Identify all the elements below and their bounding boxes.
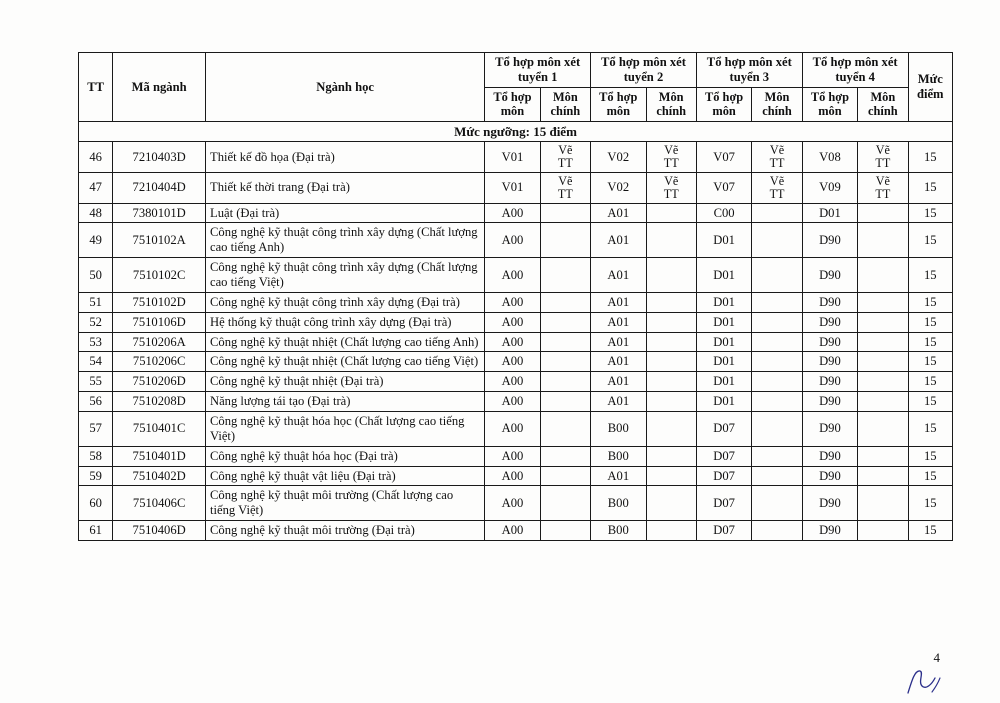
row-subject-group-4: V08 [802,142,857,173]
row-subject-group-2: V02 [591,172,646,203]
row-main-subject-1 [540,446,590,466]
row-main-subject-4 [858,446,908,466]
row-main-subject-3 [752,521,802,541]
row-major-name: Công nghệ kỹ thuật hóa học (Chất lượng cao tiếng Việt) [206,412,485,447]
row-subject-group-1: A00 [485,412,540,447]
row-major-code: 7510206D [113,372,206,392]
table-row [79,352,953,372]
row-major-name: Công nghệ kỹ thuật nhiệt (Chất lượng cao tiếng Anh) [206,332,485,352]
row-subject-group-4: D90 [802,332,857,352]
row-index: 59 [79,466,113,486]
row-subject-group-4: D90 [802,292,857,312]
main-subject-line-1: Vẽ [769,143,785,158]
row-subject-group-1: A00 [485,203,540,223]
row-subject-group-3: C00 [696,203,751,223]
row-subject-group-1: A00 [485,292,540,312]
row-index: 54 [79,352,113,372]
row-main-subject-3 [752,172,802,203]
row-index: 55 [79,372,113,392]
row-subject-group-1: A00 [485,223,540,258]
row-subject-group-4: D01 [802,203,857,223]
header-group-2: Tổ hợp môn xét tuyển 2 [591,53,697,88]
row-main-subject-4 [858,312,908,332]
row-subject-group-4: V09 [802,172,857,203]
row-subject-group-4: D90 [802,372,857,392]
row-major-name: Năng lượng tái tạo (Đại trà) [206,392,485,412]
row-subject-group-4: D90 [802,466,857,486]
row-major-code: 7510208D [113,392,206,412]
row-score: 15 [908,292,952,312]
page-number: 4 [933,650,940,665]
row-major-name: Công nghệ kỹ thuật công trình xây dựng (Chất lượng cao tiếng Việt) [206,258,485,293]
row-score: 15 [908,258,952,293]
row-main-subject-2 [646,521,696,541]
row-score: 15 [908,332,952,352]
row-main-subject-2 [646,312,696,332]
row-main-subject-4 [858,352,908,372]
row-score: 15 [908,412,952,447]
row-major-code: 7510102C [113,258,206,293]
row-major-code: 7510206C [113,352,206,372]
row-subject-group-3: D01 [696,392,751,412]
header-tt: TT [79,53,113,122]
row-main-subject-4 [858,142,908,173]
row-index: 61 [79,521,113,541]
row-subject-group-4: D90 [802,521,857,541]
row-index: 48 [79,203,113,223]
table-body [79,121,953,540]
row-subject-group-3: D01 [696,352,751,372]
row-major-name: Công nghệ kỹ thuật nhiệt (Chất lượng cao tiếng Việt) [206,352,485,372]
row-subject-group-3: D07 [696,466,751,486]
row-main-subject-2 [646,392,696,412]
row-main-subject-3 [752,352,802,372]
row-major-name: Thiết kế đồ họa (Đại trà) [206,142,485,173]
row-main-subject-4 [858,521,908,541]
row-main-subject-4 [858,486,908,521]
row-subject-group-1: A00 [485,521,540,541]
row-subject-group-3: D07 [696,446,751,466]
score-band-row [79,121,953,141]
row-main-subject-2 [646,446,696,466]
row-main-subject-2 [646,412,696,447]
row-subject-group-4: D90 [802,486,857,521]
main-subject-line-2: TT [557,186,573,201]
row-subject-group-2: A01 [591,312,646,332]
row-subject-group-4: D90 [802,312,857,332]
row-major-name: Công nghệ kỹ thuật công trình xây dựng (Đại trà) [206,292,485,312]
main-subject-line-2: TT [769,186,785,201]
row-main-subject-2 [646,258,696,293]
row-subject-group-4: D90 [802,223,857,258]
table-row [79,372,953,392]
row-major-name: Công nghệ kỹ thuật nhiệt (Đại trà) [206,372,485,392]
main-subject-line-1: Vẽ [664,143,679,158]
row-subject-group-2: A01 [591,223,646,258]
row-subject-group-3: D01 [696,258,751,293]
row-main-subject-2 [646,372,696,392]
row-major-code: 7510102D [113,292,206,312]
row-major-code: 7510102A [113,223,206,258]
row-subject-group-3: D01 [696,332,751,352]
header-group-1: Tổ hợp môn xét tuyển 1 [485,53,591,88]
row-major-name: Công nghệ kỹ thuật môi trường (Đại trà) [206,521,485,541]
row-subject-group-3: D07 [696,412,751,447]
row-major-name: Công nghệ kỹ thuật hóa học (Đại trà) [206,446,485,466]
main-subject-line-2: TT [875,156,891,171]
row-main-subject-3 [752,372,802,392]
table-row [79,142,953,173]
row-major-code: 7510406C [113,486,206,521]
admission-table-wrapper [78,52,953,541]
table-row [79,332,953,352]
table-row [79,203,953,223]
row-main-subject-2 [646,486,696,521]
row-major-code: 7510401D [113,446,206,466]
row-subject-group-2: A01 [591,392,646,412]
main-subject-line-2: TT [663,186,679,201]
header-sub-main-3: Môn chính [752,87,802,121]
row-subject-group-1: A00 [485,312,540,332]
row-subject-group-3: V07 [696,172,751,203]
row-subject-group-2: A01 [591,203,646,223]
main-subject-line-2: TT [557,156,573,171]
row-main-subject-1 [540,258,590,293]
row-main-subject-3 [752,312,802,332]
row-subject-group-1: A00 [485,258,540,293]
table-row [79,486,953,521]
row-main-subject-4 [858,332,908,352]
header-major-code: Mã ngành [113,53,206,122]
row-subject-group-2: A01 [591,372,646,392]
row-score: 15 [908,486,952,521]
row-score: 15 [908,446,952,466]
row-subject-group-1: V01 [485,172,540,203]
row-subject-group-1: A00 [485,392,540,412]
header-sub-group-4: Tổ hợp môn [802,87,857,121]
row-main-subject-1 [540,392,590,412]
row-subject-group-1: A00 [485,352,540,372]
row-major-code: 7510401C [113,412,206,447]
row-main-subject-2 [646,466,696,486]
row-major-name: Hệ thống kỹ thuật công trình xây dựng (Đại trà) [206,312,485,332]
row-main-subject-1 [540,223,590,258]
row-main-subject-1 [540,292,590,312]
row-score: 15 [908,352,952,372]
row-subject-group-2: V02 [591,142,646,173]
row-index: 49 [79,223,113,258]
main-subject-line-1: Vẽ [875,173,890,188]
row-main-subject-4 [858,203,908,223]
row-main-subject-4 [858,258,908,293]
main-subject-line-1: Vẽ [769,173,785,188]
row-index: 56 [79,392,113,412]
row-major-name: Luật (Đại trà) [206,203,485,223]
row-main-subject-3 [752,258,802,293]
row-subject-group-4: D90 [802,392,857,412]
table-row [79,412,953,447]
score-band-label: Mức ngưỡng: 15 điểm [79,121,953,141]
table-row [79,292,953,312]
row-subject-group-4: D90 [802,412,857,447]
header-sub-main-1: Môn chính [540,87,590,121]
header-sub-main-2: Môn chính [646,87,696,121]
row-index: 46 [79,142,113,173]
table-row [79,521,953,541]
row-main-subject-3 [752,332,802,352]
row-main-subject-3 [752,292,802,312]
row-main-subject-2 [646,352,696,372]
table-row [79,466,953,486]
row-main-subject-4 [858,292,908,312]
row-major-code: 7510106D [113,312,206,332]
row-score: 15 [908,466,952,486]
row-index: 51 [79,292,113,312]
row-main-subject-4 [858,223,908,258]
row-main-subject-4 [858,372,908,392]
row-major-code: 7210404D [113,172,206,203]
row-subject-group-3: D01 [696,223,751,258]
row-score: 15 [908,172,952,203]
row-score: 15 [908,392,952,412]
row-main-subject-1 [540,203,590,223]
header-group-3: Tổ hợp môn xét tuyển 3 [696,53,802,88]
header-group-4: Tổ hợp môn xét tuyển 4 [802,53,908,88]
row-score: 15 [908,223,952,258]
row-main-subject-1 [540,142,590,173]
row-subject-group-2: A01 [591,332,646,352]
row-main-subject-1 [540,412,590,447]
row-subject-group-2: B00 [591,486,646,521]
handwritten-signature [902,666,948,696]
table-row [79,172,953,203]
row-subject-group-4: D90 [802,352,857,372]
row-subject-group-1: A00 [485,466,540,486]
row-subject-group-1: A00 [485,446,540,466]
row-subject-group-3: D01 [696,312,751,332]
row-subject-group-2: A01 [591,292,646,312]
row-subject-group-1: A00 [485,332,540,352]
row-index: 53 [79,332,113,352]
row-subject-group-2: B00 [591,521,646,541]
main-subject-line-2: TT [663,156,679,171]
row-main-subject-3 [752,203,802,223]
row-main-subject-3 [752,466,802,486]
row-score: 15 [908,372,952,392]
main-subject-line-1: Vẽ [875,143,890,158]
row-main-subject-1 [540,172,590,203]
row-index: 60 [79,486,113,521]
row-major-code: 7510206A [113,332,206,352]
row-index: 52 [79,312,113,332]
row-score: 15 [908,142,952,173]
row-main-subject-1 [540,372,590,392]
row-main-subject-4 [858,466,908,486]
row-index: 50 [79,258,113,293]
row-subject-group-3: D01 [696,372,751,392]
row-main-subject-2 [646,332,696,352]
row-main-subject-2 [646,142,696,173]
row-main-subject-3 [752,142,802,173]
row-subject-group-2: A01 [591,466,646,486]
admission-score-table [78,52,953,541]
row-main-subject-1 [540,352,590,372]
row-score: 15 [908,312,952,332]
row-main-subject-3 [752,223,802,258]
row-main-subject-1 [540,521,590,541]
header-sub-group-3: Tổ hợp môn [696,87,751,121]
row-main-subject-4 [858,392,908,412]
row-subject-group-1: V01 [485,142,540,173]
row-main-subject-2 [646,292,696,312]
row-subject-group-2: B00 [591,412,646,447]
row-main-subject-3 [752,486,802,521]
header-sub-group-1: Tổ hợp môn [485,87,540,121]
row-score: 15 [908,203,952,223]
row-subject-group-4: D90 [802,446,857,466]
row-main-subject-3 [752,392,802,412]
row-major-code: 7510402D [113,466,206,486]
row-subject-group-3: D07 [696,486,751,521]
row-subject-group-1: A00 [485,486,540,521]
row-main-subject-2 [646,223,696,258]
row-subject-group-3: D07 [696,521,751,541]
row-main-subject-1 [540,466,590,486]
header-major-name: Ngành học [206,53,485,122]
main-subject-line-1: Vẽ [558,143,573,158]
row-major-code: 7380101D [113,203,206,223]
row-subject-group-2: A01 [591,352,646,372]
row-major-name: Công nghệ kỹ thuật vật liệu (Đại trà) [206,466,485,486]
main-subject-line-1: Vẽ [558,173,573,188]
row-index: 57 [79,412,113,447]
table-header-row-top [79,53,953,88]
row-index: 58 [79,446,113,466]
row-major-code: 7510406D [113,521,206,541]
row-index: 47 [79,172,113,203]
row-main-subject-4 [858,412,908,447]
row-subject-group-2: A01 [591,258,646,293]
row-subject-group-3: V07 [696,142,751,173]
header-sub-group-2: Tổ hợp môn [591,87,646,121]
row-major-name: Thiết kế thời trang (Đại trà) [206,172,485,203]
row-subject-group-2: B00 [591,446,646,466]
row-main-subject-1 [540,332,590,352]
row-main-subject-2 [646,172,696,203]
main-subject-line-2: TT [769,156,785,171]
row-major-name: Công nghệ kỹ thuật công trình xây dựng (Chất lượng cao tiếng Anh) [206,223,485,258]
row-main-subject-1 [540,312,590,332]
header-sub-main-4: Môn chính [858,87,908,121]
row-major-code: 7210403D [113,142,206,173]
table-row [79,392,953,412]
row-main-subject-4 [858,172,908,203]
row-subject-group-4: D90 [802,258,857,293]
table-row [79,446,953,466]
main-subject-line-1: Vẽ [664,173,679,188]
table-row [79,223,953,258]
row-main-subject-3 [752,412,802,447]
table-row [79,258,953,293]
row-subject-group-3: D01 [696,292,751,312]
row-main-subject-1 [540,486,590,521]
header-score: Mức điểm [908,53,952,122]
row-main-subject-2 [646,203,696,223]
main-subject-line-2: TT [875,186,891,201]
table-row [79,312,953,332]
row-major-name: Công nghệ kỹ thuật môi trường (Chất lượng cao tiếng Việt) [206,486,485,521]
row-score: 15 [908,521,952,541]
row-main-subject-3 [752,446,802,466]
row-subject-group-1: A00 [485,372,540,392]
